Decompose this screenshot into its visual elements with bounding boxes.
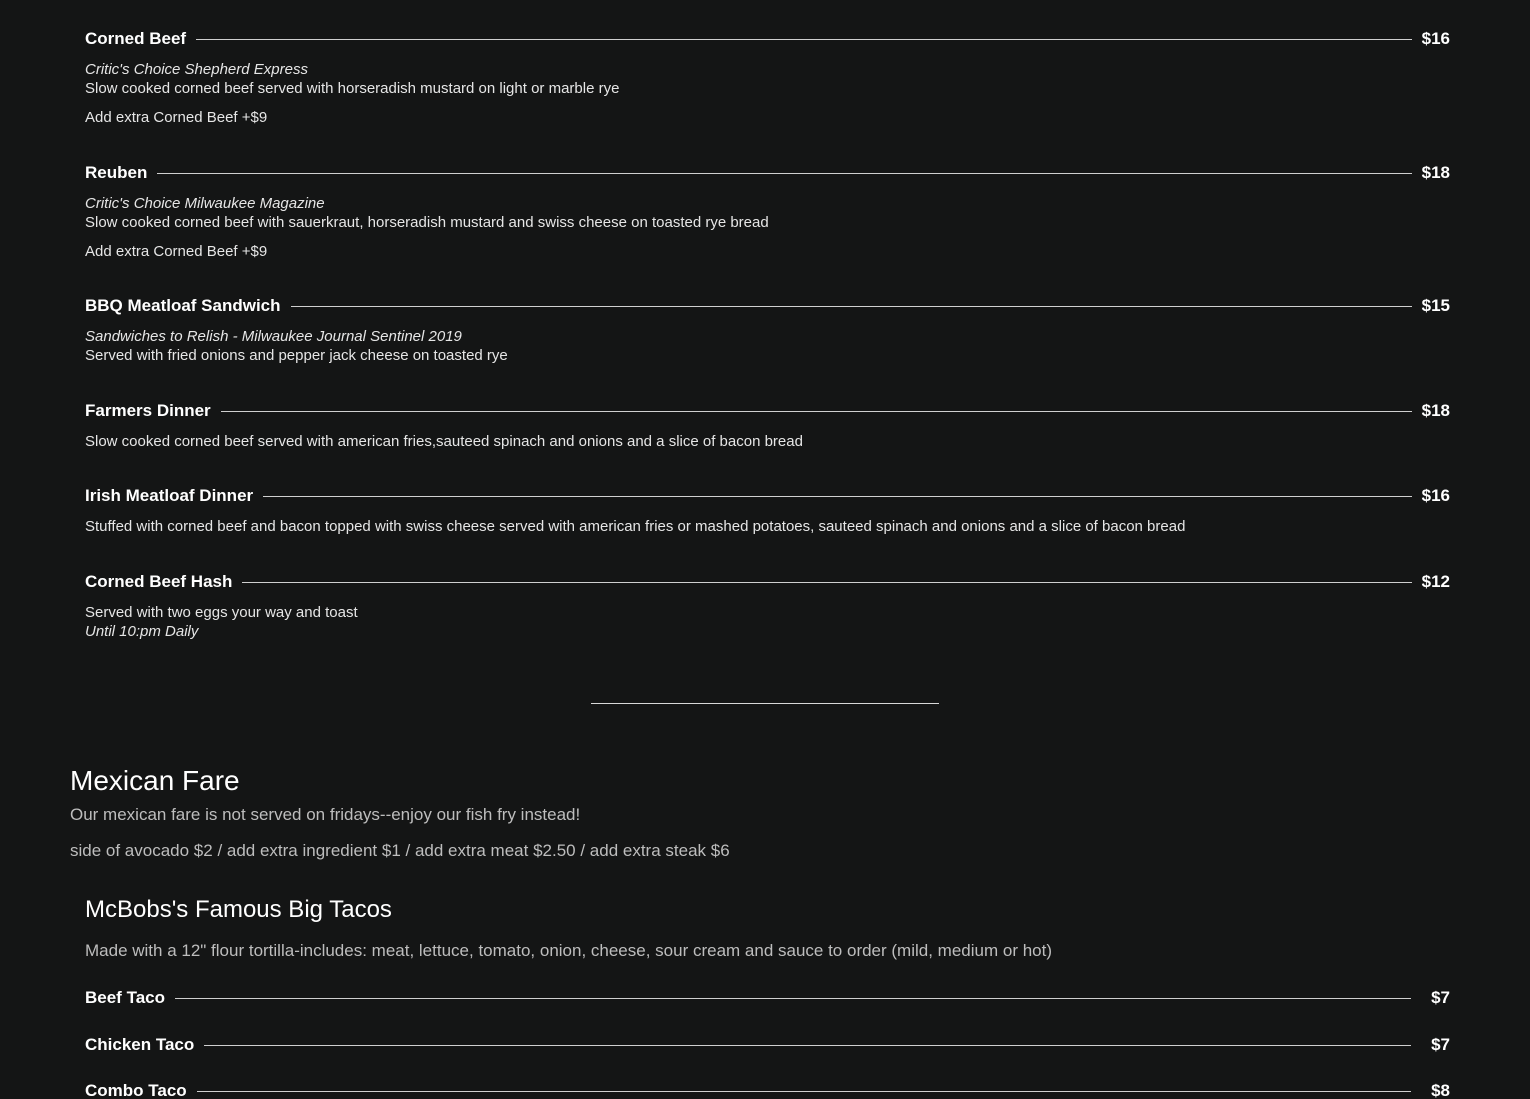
menu-item-name: Corned Beef Hash — [85, 572, 233, 591]
menu-item-header — [85, 986, 1450, 1010]
menu-item-extra: Add extra Corned Beef +$9 — [85, 109, 268, 126]
menu-item-accolade: Sandwiches to Relish - Milwaukee Journal Sentinel 2019 — [85, 328, 462, 345]
menu-item-name: Reuben — [85, 163, 148, 182]
menu-item-beef-taco — [85, 986, 1450, 1010]
price-leader-line — [291, 306, 1412, 307]
menu-item-description: Slow cooked corned beef served with american fries,sauteed spinach and onions and a slice of bacon bread — [85, 433, 803, 450]
menu-item-price: $18 — [1421, 163, 1450, 182]
menu-item-header — [85, 570, 1450, 594]
menu-item-header — [85, 294, 1450, 318]
price-leader-line — [204, 1045, 1411, 1046]
menu-item-accolade: Critic's Choice Shepherd Express — [85, 61, 308, 78]
menu-item-bbq-meatloaf-sandwich — [85, 294, 1450, 365]
section-note: Our mexican fare is not served on fridays--enjoy our fish fry instead! — [70, 805, 581, 824]
menu-item-name: Combo Taco — [85, 1081, 187, 1099]
subsection-title-tacos: McBobs's Famous Big Tacos — [85, 896, 392, 923]
menu-item-header — [85, 1033, 1450, 1057]
menu-item-reuben — [85, 161, 1450, 261]
menu-item-name: Irish Meatloaf Dinner — [85, 486, 254, 505]
menu-item-price: $16 — [1421, 486, 1450, 505]
menu-item-price: $7 — [1431, 988, 1450, 1007]
section-title-mexican-fare: Mexican Fare — [70, 765, 240, 796]
menu-item-header — [85, 1079, 1450, 1099]
menu-item-price: $7 — [1431, 1035, 1450, 1054]
price-leader-line — [175, 998, 1411, 999]
menu-item-price: $15 — [1421, 296, 1450, 315]
menu-item-name: BBQ Meatloaf Sandwich — [85, 296, 281, 315]
menu-item-corned-beef-hash — [85, 570, 1450, 641]
menu-item-description: Served with two eggs your way and toast — [85, 604, 358, 621]
price-leader-line — [263, 496, 1411, 497]
menu-item-note: Until 10:pm Daily — [85, 623, 199, 640]
menu-item-combo-taco — [85, 1079, 1450, 1099]
menu-item-farmers-dinner — [85, 399, 1450, 451]
menu-item-name: Chicken Taco — [85, 1035, 195, 1054]
menu-item-header — [85, 161, 1450, 185]
price-leader-line — [242, 582, 1411, 583]
menu-item-price: $8 — [1431, 1081, 1450, 1099]
price-leader-line — [197, 1091, 1411, 1092]
menu-item-description: Served with fried onions and pepper jack cheese on toasted rye — [85, 347, 508, 364]
price-leader-line — [221, 411, 1412, 412]
menu-item-price: $16 — [1421, 29, 1450, 48]
menu-item-name: Corned Beef — [85, 29, 187, 48]
menu-item-header — [85, 484, 1450, 508]
section-addons: side of avocado $2 / add extra ingredient $1 / add extra meat $2.50 / add extra steak $6 — [70, 841, 730, 860]
price-leader-line — [196, 39, 1412, 40]
menu-item-chicken-taco — [85, 1033, 1450, 1057]
menu-item-description: Slow cooked corned beef with sauerkraut, horseradish mustard and swiss cheese on toasted rye bread — [85, 214, 769, 231]
menu-item-name: Beef Taco — [85, 988, 165, 1007]
menu-item-description: Stuffed with corned beef and bacon topped with swiss cheese served with american fries or mashed potatoes, sauteed spinach and onions and a slice of bacon bread — [85, 518, 1186, 535]
menu-item-irish-meatloaf-dinner — [85, 484, 1450, 536]
menu-item-corned-beef — [85, 27, 1450, 127]
section-divider — [591, 703, 939, 704]
menu-item-description: Slow cooked corned beef served with horseradish mustard on light or marble rye — [85, 80, 620, 97]
menu-item-accolade: Critic's Choice Milwaukee Magazine — [85, 195, 325, 212]
menu-item-header — [85, 27, 1450, 51]
menu-item-price: $12 — [1421, 572, 1450, 591]
menu-item-name: Farmers Dinner — [85, 401, 211, 420]
menu-item-header — [85, 399, 1450, 423]
subsection-description: Made with a 12" flour tortilla-includes: meat, lettuce, tomato, onion, cheese, sour cream and sauce to order (mild, medium or hot) — [85, 941, 1052, 960]
menu-item-extra: Add extra Corned Beef +$9 — [85, 243, 268, 260]
price-leader-line — [157, 173, 1411, 174]
menu-item-price: $18 — [1421, 401, 1450, 420]
